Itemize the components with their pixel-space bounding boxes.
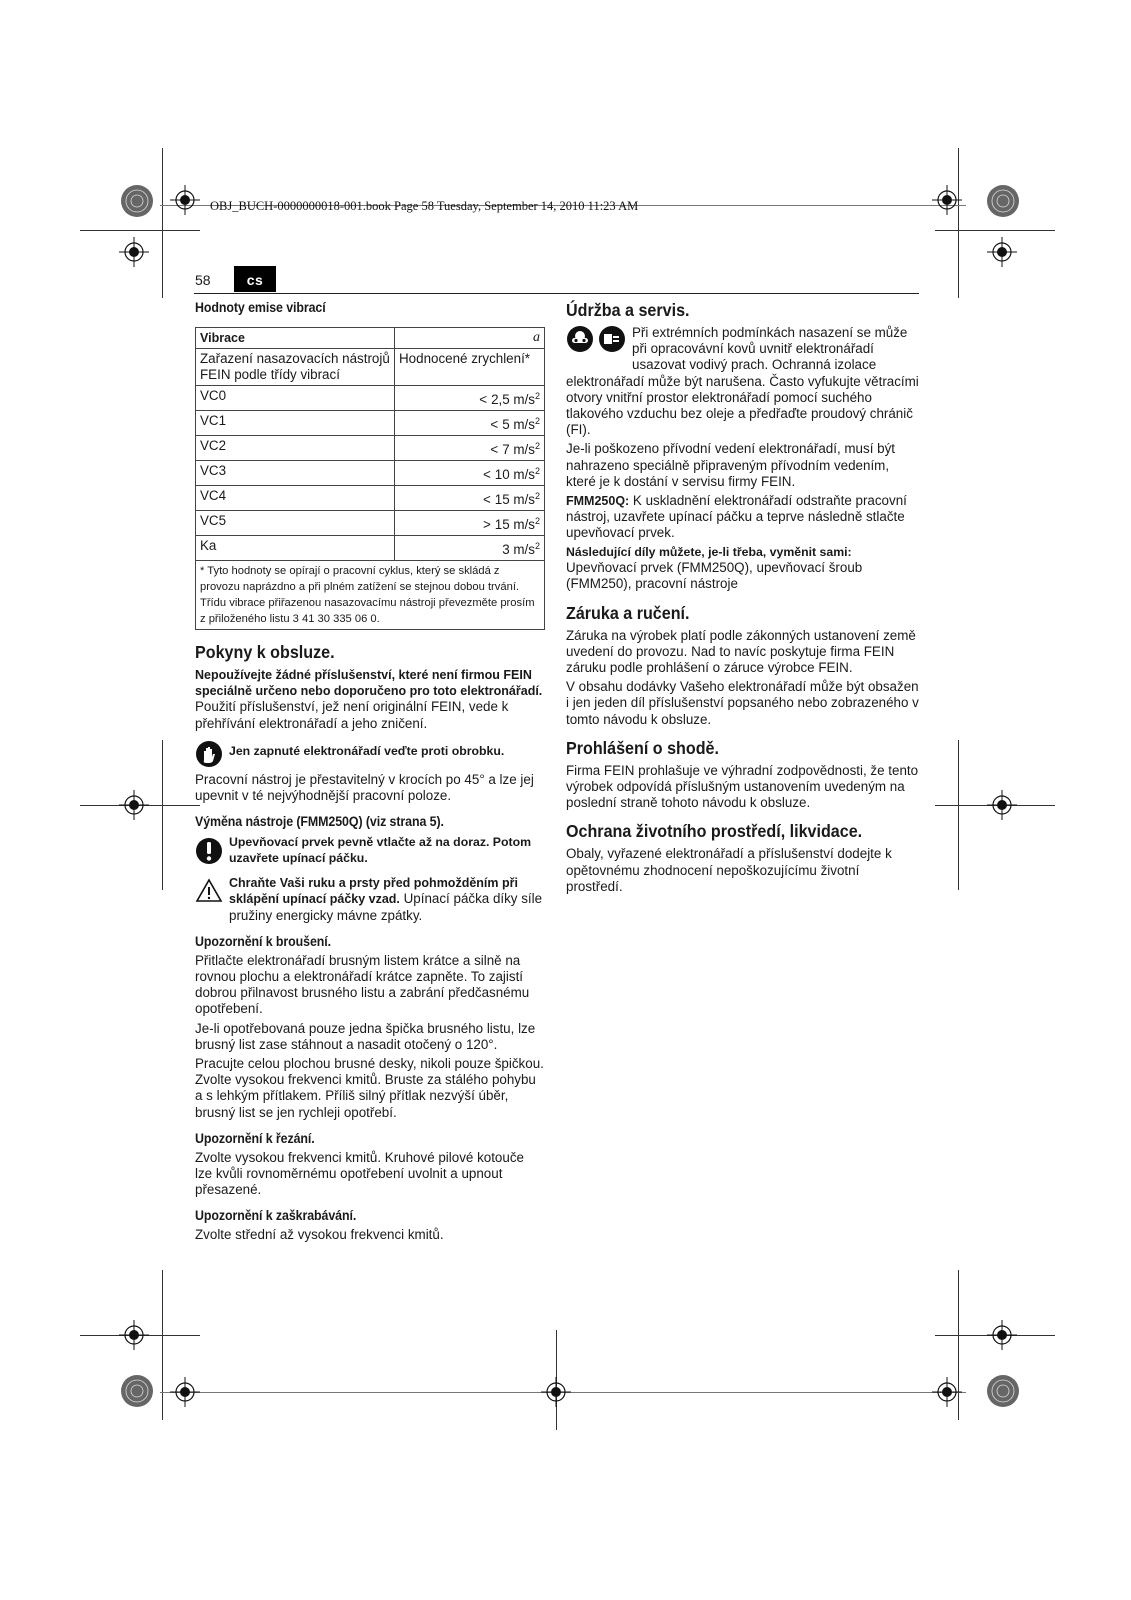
paragraph: Pracujte celou plochou brusné desky, nikoli pouze špičkou. Zvolte vysokou frekvenci kmitů. Bruste za stálého pohybu a s lehkým přítlakem. Příliš silný přítlak nezvýší úběr, brusný list se jen rychleji opotřebí. [195,1056,544,1120]
paragraph: Obaly, vyřazené elektronářadí a příslušenství dodejte k opětovnému zhodnocení nepoškozujícímu životní prostředí. [566,846,892,894]
subheading-vymena: Výměna nástroje (FMM250Q) (viz strana 5). [195,814,444,830]
table-row [196,486,545,511]
registration-target-icon [119,237,149,267]
table-cell [395,536,545,561]
exponent: 2 [534,466,540,476]
parts-heading: Následující díly můžete, je-li třeba, vyměnit sami: [566,544,852,559]
paragraph: Je-li poškozeno přívodní vedení elektronářadí, musí být nahrazeno speciálně připraveným přívodním vedením, které je k dostání v servisu firmy FEIN. [566,441,895,489]
table-cell [196,536,395,561]
text: K uskladnění elektronářadí odstraňte pracovní nástroj, uzavřete upínací páčku a teprve následně stlačte upevňovací prvek. [566,493,907,541]
maintenance-icons [566,325,628,359]
table-cell: Zařazení nasazovacích nástrojů FEIN podle třídy vibrací [196,349,395,386]
vibration-class: VC5 [196,511,395,536]
paragraph: Zvolte vysokou frekvenci kmitů. Kruhové pilové kotouče lze kvůli rovnoměrnému opotřebení uvolnit a upnout přesazené. [195,1149,524,1198]
registration-target-icon [170,1377,200,1407]
paragraph: Přitlačte elektronářadí brusným listem krátce a silně na rovnou plochu a elektronářadí krátce zapněte. To zajistí dobrou přilnavost brusného listu a zabrání předčasnému opotřebení. [195,952,530,1017]
value: 2,5 m/s [491,392,535,407]
table-row [196,436,545,461]
vibration-table [195,327,545,630]
vibration-class: VC2 [196,436,395,461]
section-heading-pokyny: Pokyny k obsluze. [195,642,335,662]
ka-value: 3 m/s [502,542,535,557]
registration-target-icon [170,185,200,215]
vibration-class: VC3 [196,461,395,486]
paragraph: Při extrémních podmínkách nasazení se může při opracovávní kovů uvnitř elektronářadí usazovat vodivý prach. Ochranná izolace elektronářadí může být narušena. Často vyfukujte větracími otvory vnitřní prostor elektronářadí pomocí suchého tlakového vzduchu bez oleje a předřaďte proudový chránič (FI). [566,325,919,438]
print-slug: OBJ_BUCH-0000000018-001.book Page 58 Tuesday, September 14, 2010 11:23 AM [210,199,639,213]
subheading-brouseni: Upozornění k broušení. [195,933,331,949]
table-header-label: Vibrace [196,328,395,349]
paragraph [566,493,919,542]
value: 15 m/s [494,517,535,532]
warning-important [195,835,544,869]
comparison-operator: > [482,517,491,532]
eye-protection-icon [566,325,594,353]
table-row [196,536,545,561]
hand-glove-icon [195,740,223,768]
maintenance-block [566,325,919,438]
paragraph: Firma FEIN prohlašuje ve výhradní zodpovědnosti, že tento výrobek odpovídá příslušným ustanovením uvedeným na poslední straně tohoto návodu k obsluze. [566,762,919,811]
registration-target-icon [119,790,149,820]
registration-target-icon [987,237,1017,267]
exponent: 2 [534,416,540,426]
left-column [195,300,544,1247]
header-rule [194,293,919,294]
acceleration-value [395,436,545,461]
section-heading-zaruka: Záruka a ručení. [566,602,690,623]
acceleration-value [395,486,545,511]
warning-triangle-icon [195,877,223,905]
table-row [196,561,545,630]
text: Upínací páčka díky síle pružiny energicky mávne zpátky. [229,891,543,923]
registration-target-icon [932,1377,962,1407]
table-row [196,411,545,436]
disconnect-plug-icon [598,325,626,353]
exclamation-icon [195,837,223,865]
section-heading-shoda: Prohlášení o shodě. [566,737,719,758]
exponent: 2 [534,516,540,526]
value: 10 m/s [494,467,535,482]
registration-target-icon [119,1320,149,1350]
note-text: Jen zapnuté elektronářadí veďte proti obrobku. [229,743,505,758]
warning-content [229,875,544,924]
acceleration-value [395,461,545,486]
comparison-operator: < [490,417,499,432]
comparison-operator: < [482,492,491,507]
page-number: 58 [195,272,211,288]
registration-target-icon [987,1320,1017,1350]
ka-label: Ka [200,538,217,553]
subheading-zaskrabavani: Upozornění k zaškrabávání. [195,1208,357,1224]
table-cell: Hodnocené zrychlení* [395,349,545,386]
vibration-heading: Hodnoty emise vibrací [195,300,326,315]
table-footnote: * Tyto hodnoty se opírají o pracovní cyklus, který se skládá z provozu naprázdno a při plném zatížení se stejnou dobou trvání. Třídu vibrace přiřazenou nasazovacímu nástroji převezměte prosím z přiloženého listu 3 41 30 335 06 0. [196,561,545,630]
language-tab: cs [234,266,276,292]
subheading-rezani: Upozornění k řezání. [195,1130,315,1146]
starburst-mark-icon [120,184,154,218]
value: 5 m/s [502,417,535,432]
paragraph [195,667,544,732]
table-header-symbol: a [395,328,545,349]
section-heading-ochrana: Ochrana životního prostředí, likvidace. [566,821,863,842]
registration-target-icon [987,790,1017,820]
acceleration-value [395,511,545,536]
starburst-mark-icon [986,184,1020,218]
comparison-operator: < [482,467,491,482]
registration-target-icon [932,185,962,215]
paragraph: Pracovní nástroj je přestavitelný v krocích po 45° a lze jej upevnit v té nejvýhodnější pracovní poloze. [195,771,534,804]
registration-target-icon [541,1377,571,1407]
exponent: 2 [534,441,540,451]
paragraph: Zvolte střední až vysokou frekvenci kmitů. [195,1227,444,1243]
paragraph: Je-li opotřebovaná pouze jedna špička brusného listu, lze brusný list zase stáhnout a nasadit otočený o 120°. [195,1020,536,1052]
right-column [566,300,919,898]
vibration-class: VC4 [196,486,395,511]
table-row [196,386,545,411]
table-row [196,511,545,536]
value: 15 m/s [494,492,535,507]
vibration-class-rows [196,386,545,536]
acceleration-value [395,411,545,436]
paragraph: Upevňovací prvek (FMM250Q), upevňovací šroub (FMM250), pracovní nástroje [566,560,863,592]
starburst-mark-icon [986,1374,1020,1408]
section-heading-udrzba: Údržba a servis. [566,300,690,320]
acceleration-value [395,386,545,411]
text: Použití příslušenství, jež není originální FEIN, vede k přehřívání elektronářadí a jeho zničení. [195,699,509,731]
table-row [196,328,545,349]
warning-caution [195,875,544,924]
bold-text: Nepoužívejte žádné příslušenství, které není firmou FEIN speciálně určeno nebo doporučeno pro toto elektronářadí. [195,668,543,699]
comparison-operator: < [479,392,488,407]
exponent: 2 [534,541,540,551]
warning-text: Upevňovací prvek pevně vtlačte až na doraz. Potom uzavřete upínací páčku. [229,835,532,865]
bold-text: Chraňte Vaši ruku a prsty před pohmožděním při sklápění upínací páčky vzad. [229,876,518,907]
exponent: 2 [534,491,540,501]
comparison-operator: < [490,442,499,457]
table-row [196,349,545,386]
vibration-class: VC0 [196,386,395,411]
note-hand [195,738,544,768]
vibration-class: VC1 [196,411,395,436]
exponent: 2 [534,391,540,401]
starburst-mark-icon [120,1374,154,1408]
table-row [196,461,545,486]
value: 7 m/s [502,442,535,457]
paragraph: V obsahu dodávky Vašeho elektronářadí může být obsažen i jen jeden díl příslušenství popsaného nebo zobrazeného v tomto návodu k obsluze. [566,679,919,727]
paragraph: Záruka na výrobek platí podle zákonných ustanovení země uvedení do provozu. Nad to navíc poskytuje firma FEIN záruku podle prohlášení o záruce výrobce FEIN. [566,627,916,675]
bold-text: FMM250Q: [566,494,630,509]
